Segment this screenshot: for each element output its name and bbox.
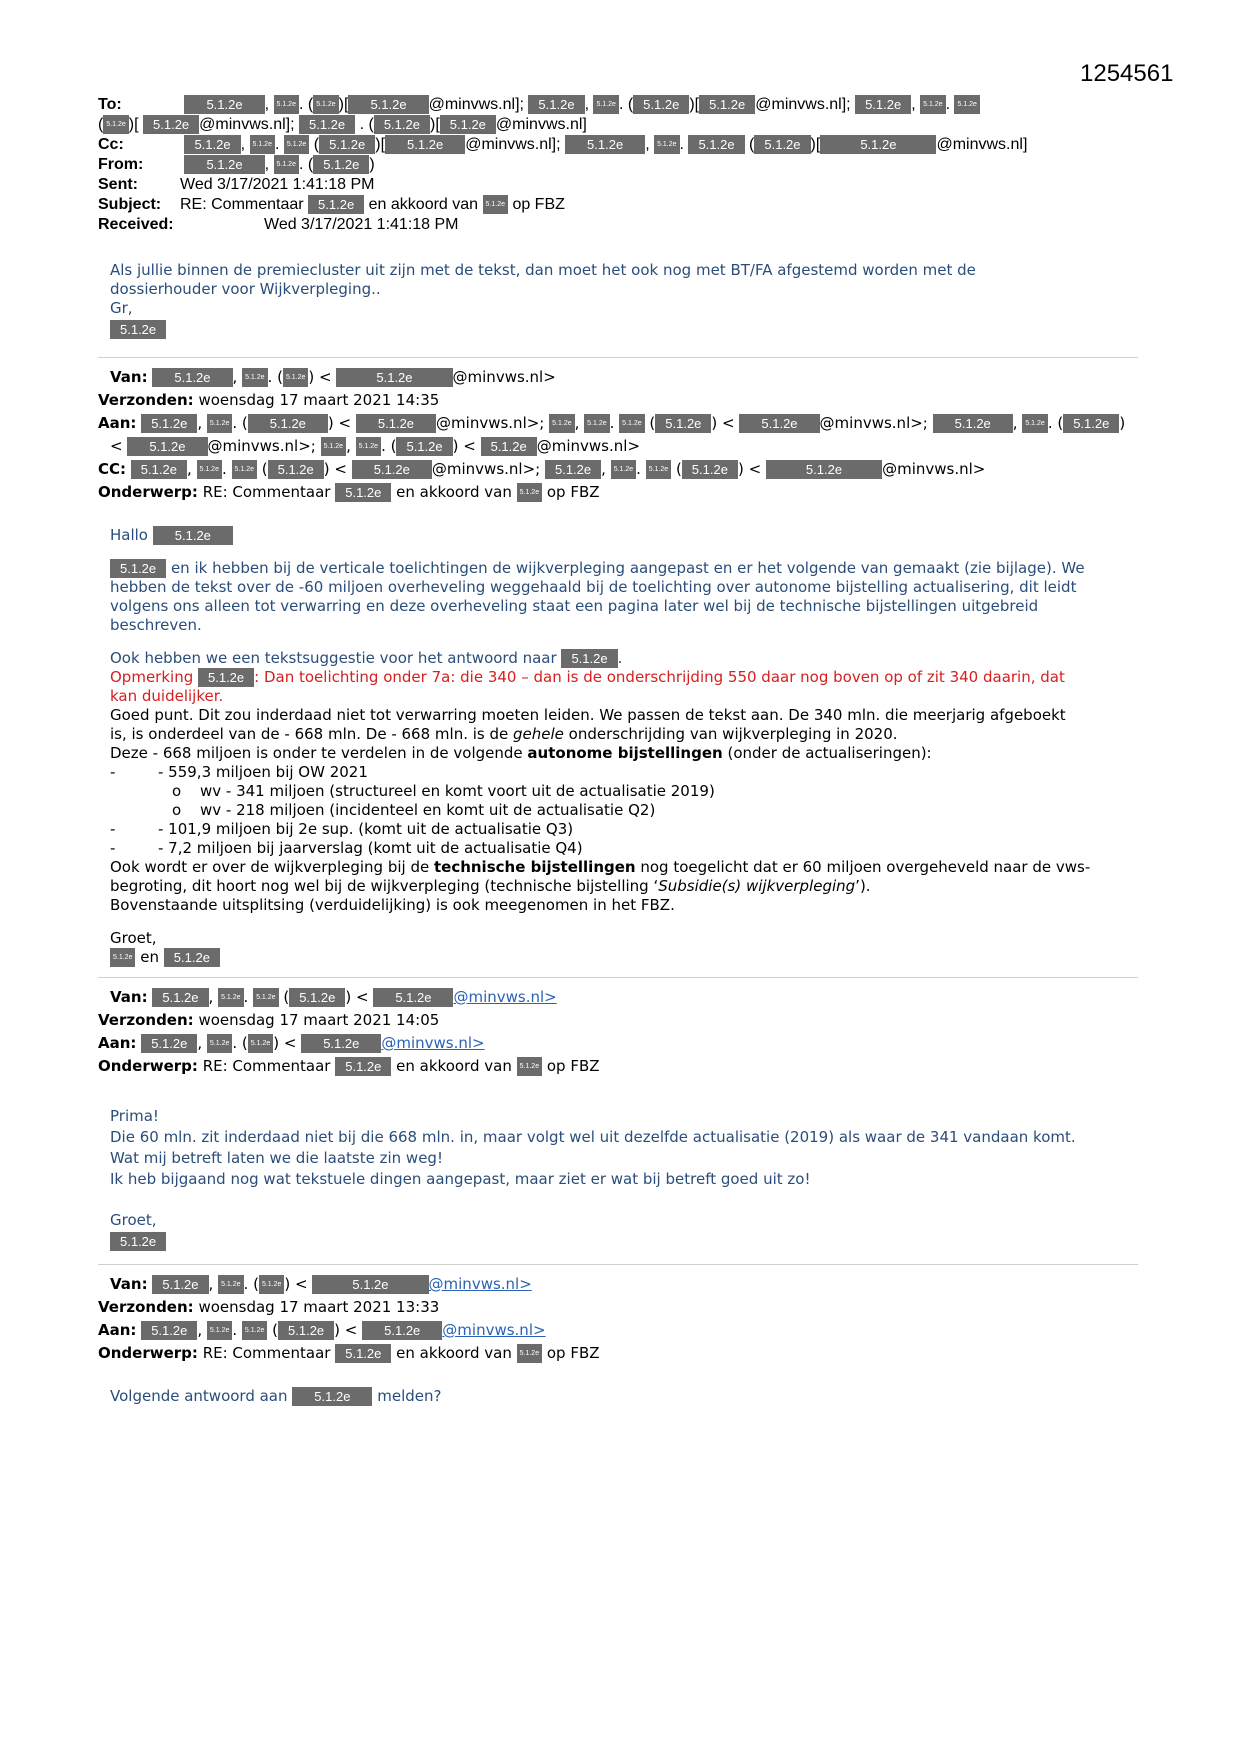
message-text: Volgende antwoord aan	[110, 1387, 288, 1405]
document-number: 1254561	[1080, 60, 1174, 87]
subject-row	[98, 195, 1148, 215]
redaction: 5.1.2e	[739, 414, 819, 433]
message-2-body: Hallo 5.1.2e 5.1.2e en ik hebben bij de verticale toelichtingen de wijkverpleging aangepast en er het volgende van gemaakt (zie bijlage). We hebben de tekst over de -60 miljoen overheveling weggehaald bij de toelichting over autonome bijstelling actualisering, dit leidt volgens ons alleen tot verwarring en deze overheveling staat een pagina later wel bij de technische bijstellingen uitgebreid beschreven. Ook hebben we een tekstsuggestie voor het antwoord naar 5.1.2e . Opmerking 5.1.2e : Dan toelichting onder 7a: die 340 – dan is de onderschrijding 550 daar nog boven op of zit 340 daarin, dat kan duidelijker.	[98, 526, 1148, 706]
email-address: @minvws.nl>	[452, 368, 556, 386]
from-label: From:	[98, 156, 144, 173]
redaction: 5.1.2e	[352, 460, 432, 479]
redaction: 5.1.2e	[517, 483, 542, 502]
aan-label: Aan:	[98, 414, 137, 432]
separator	[98, 1264, 1138, 1265]
redaction: 5.1.2e	[336, 368, 452, 387]
subject-text: en akkoord van	[396, 483, 512, 501]
cc-label: CC:	[98, 460, 127, 478]
redaction: 5.1.2e	[545, 460, 601, 479]
sent-value: Wed 3/17/2021 1:41:18 PM	[180, 176, 375, 193]
verzonden-label: Verzonden:	[98, 1011, 194, 1029]
redaction: 5.1.2e	[141, 414, 197, 433]
redaction: 5.1.2e	[284, 135, 309, 154]
answer-text: Goed punt. Dit zou inderdaad niet tot verwarring moeten leiden. We passen de tekst aan. De 340 mln. die meerjarig afgeboekt	[110, 706, 1066, 724]
redaction: 5.1.2e	[356, 437, 381, 456]
answer-text: Ook wordt er over de wijkverpleging bij de	[110, 858, 434, 876]
redaction: 5.1.2e	[141, 1321, 197, 1340]
list-item-text: wv - 341 miljoen (structureel en komt voort uit de actualisatie 2019)	[200, 782, 715, 800]
redaction: 5.1.2e	[396, 437, 452, 456]
redaction: 5.1.2e	[184, 155, 264, 174]
remark-text: kan duidelijker.	[110, 687, 224, 705]
received-label: Received:	[98, 216, 174, 233]
received-value: Wed 3/17/2021 1:41:18 PM	[264, 216, 459, 233]
to-row-continued: ( 5.1.2e )[ 5.1.2e @minvws.nl]; 5.1.2e . ( 5.1.2e )[ 5.1.2e @minvws.nl]	[98, 116, 587, 133]
redaction: 5.1.2e	[766, 460, 882, 479]
message-1-body	[98, 261, 1148, 339]
message-text: volgens ons alleen tot verwarring en deze overheveling staat een pagina later wel bij de technische bijstellingen uitgebreid	[110, 597, 1039, 615]
redaction: 5.1.2e	[855, 95, 911, 114]
redaction: 5.1.2e	[292, 1387, 372, 1406]
to-email: @minvws.nl];	[755, 96, 851, 113]
redaction: 5.1.2e	[184, 95, 264, 114]
message-2-answer	[98, 706, 1148, 967]
sent-date: woensdag 17 maart 2021 14:35	[198, 391, 440, 409]
redaction: 5.1.2e	[248, 414, 328, 433]
answer-text: Deze - 668 miljoen is onder te verdelen in de volgende	[110, 744, 528, 762]
subject-text: en akkoord van	[396, 1344, 512, 1362]
redaction: 5.1.2e	[319, 135, 375, 154]
email-address: @minvws.nl>	[536, 437, 641, 455]
message-greeting: Gr,	[110, 299, 133, 317]
subject-text: en akkoord van	[396, 1057, 512, 1075]
answer-text: is, is onderdeel van de - 668 mln. De - 668 mln. is de	[110, 725, 514, 743]
redaction: 5.1.2e	[335, 483, 391, 502]
message-4-body	[98, 1387, 1148, 1406]
redaction: 5.1.2e	[954, 95, 979, 114]
redaction: 5.1.2e	[301, 1034, 381, 1053]
onderwerp-label: Onderwerp:	[98, 1344, 198, 1362]
redaction: 5.1.2e	[127, 437, 207, 456]
redaction: 5.1.2e	[933, 414, 1013, 433]
subject-text: RE: Commentaar	[202, 1344, 331, 1362]
list-item-text: wv - 218 miljoen (incidenteel en komt uit de actualisatie Q2)	[200, 801, 656, 819]
and-text: en	[140, 948, 159, 966]
message-2-meta-rows: Verzonden: woensdag 17 maart 2021 14:35 Aan: 5.1.2e , 5.1.2e . ( 5.1.2e ) < 5.1.2e @minvws.nl>; 5.1.2e , 5.1.2e . 5.1.2e ( 5.1.2e ) < 5.1.2e @minvws.nl>; 5.1.2e , 5.1.2e . ( 5.1.2e ) < 5.1.2e @minvws.nl>; 5.1.2e , 5.1.2e . ( 5.1.2e ) < 5.1.2e @minvws.nl> CC: 5.1.2e , 5.1.2e . 5.1.2e ( 5.1.2e ) < 5.1.2e @minvws.nl>; 5.1.2e , 5.1.2e . 5.1.2e ( 5.1.2e ) < 5.1.2e @minvws.nl> Onderwerp: RE: Commentaar 5.1.2e en akkoord van 5.1.2e op FBZ	[98, 391, 1126, 501]
redaction: 5.1.2e	[242, 1321, 267, 1340]
redaction: 5.1.2e	[152, 368, 232, 387]
redaction: 5.1.2e	[141, 1034, 197, 1053]
message-text: Als jullie binnen de premiecluster uit zijn met de tekst, dan moet het ook nog met BT/FA afgestemd worden met de	[110, 261, 976, 279]
email-address: @minvws.nl>	[882, 460, 986, 478]
redaction: 5.1.2e	[143, 115, 199, 134]
separator	[98, 357, 1138, 358]
redaction: 5.1.2e	[481, 437, 537, 456]
remark-label: Opmerking	[110, 668, 194, 686]
redaction: 5.1.2e	[633, 95, 689, 114]
redaction: 5.1.2e	[1063, 414, 1119, 433]
breakdown-list	[110, 763, 1148, 858]
verzonden-label: Verzonden:	[98, 391, 194, 409]
email-address: @minvws.nl>;	[819, 414, 928, 432]
message-3-meta: Van: 5.1.2e , 5.1.2e . 5.1.2e ( 5.1.2e ) < 5.1.2e @minvws.nl> Verzonden: woensdag 17 maart 2021 14:05 Aan: 5.1.2e , 5.1.2e . ( 5.1.2e ) < 5.1.2e @minvws.nl> Onderwerp: RE: Commentaar 5.1.2e en akkoord van 5.1.2e op FBZ	[98, 988, 600, 1075]
redaction: 5.1.2e	[385, 135, 465, 154]
message-text: dossierhouder voor Wijkverpleging..	[110, 280, 381, 298]
redaction: 5.1.2e	[299, 115, 355, 134]
answer-emphasis: gehele	[513, 725, 564, 743]
sent-date: woensdag 17 maart 2021 13:33	[198, 1298, 440, 1316]
redaction: 5.1.2e	[274, 95, 299, 114]
redaction: 5.1.2e	[321, 437, 346, 456]
redaction: 5.1.2e	[259, 1275, 284, 1294]
message-3-body	[98, 1106, 1148, 1252]
cc-label: Cc:	[98, 136, 124, 153]
redaction: 5.1.2e	[483, 195, 508, 214]
answer-strong: technische bijstellingen	[433, 858, 636, 876]
redaction: 5.1.2e	[593, 95, 618, 114]
verzonden-label: Verzonden:	[98, 1298, 194, 1316]
email-link[interactable]: @minvws.nl>	[453, 988, 557, 1006]
redaction: 5.1.2e	[248, 1034, 273, 1053]
redaction: 5.1.2e	[197, 460, 222, 479]
email-document	[98, 95, 1148, 1406]
message-text: Ik heb bijgaand nog wat tekstuele dingen aangepast, maar ziet er wat bij betreft goed uit zo!	[110, 1170, 811, 1188]
redaction: 5.1.2e	[654, 135, 679, 154]
email-address: @minvws.nl>;	[436, 414, 545, 432]
message-text: Ook hebben we een tekstsuggestie voor het antwoord naar	[110, 649, 557, 667]
subject-text: en akkoord van	[368, 196, 479, 213]
redaction: 5.1.2e	[232, 460, 257, 479]
sent-row	[98, 175, 1148, 195]
list-item: - - 559,3 miljoen bij OW 2021	[110, 763, 368, 781]
redaction: 5.1.2e	[549, 414, 574, 433]
redaction: 5.1.2e	[289, 988, 345, 1007]
list-item: - - 7,2 miljoen bij jaarverslag (komt uit de actualisatie Q4)	[110, 839, 583, 857]
van-label: Van:	[110, 1275, 148, 1293]
redaction: 5.1.2e	[820, 135, 936, 154]
onderwerp-label: Onderwerp:	[98, 1057, 198, 1075]
redaction: 5.1.2e	[619, 414, 644, 433]
redaction: 5.1.2e	[565, 135, 645, 154]
redaction: 5.1.2e	[152, 1275, 208, 1294]
message-text: en ik hebben bij de verticale toelichtingen de wijkverpleging aangepast en er het volgende van gemaakt (zie bijlage). We	[170, 559, 1085, 577]
message-text: hebben de tekst over de -60 miljoen overheveling weggehaald bij de toelichting over autonome bijstelling actualisering, dit leidt	[110, 578, 1077, 596]
redaction: 5.1.2e	[274, 155, 299, 174]
message-text: Prima!	[110, 1107, 159, 1125]
answer-emphasis: Subsidie(s) wijkverpleging	[658, 877, 856, 895]
list-item-text: - 7,2 miljoen bij jaarverslag (komt uit de actualisatie Q4)	[158, 839, 583, 857]
email-address: @minvws.nl>;	[431, 460, 541, 478]
subject-text: op FBZ	[546, 483, 600, 501]
redaction: 5.1.2e	[207, 1321, 232, 1340]
redaction: 5.1.2e	[373, 988, 453, 1007]
from-row: From: 5.1.2e , 5.1.2e . ( 5.1.2e )	[98, 156, 375, 173]
list-item: - - 101,9 miljoen bij 2e sup. (komt uit de actualisatie Q3)	[110, 820, 574, 838]
redaction: 5.1.2e	[528, 95, 584, 114]
redaction: 5.1.2e	[348, 95, 428, 114]
cc-email: @minvws.nl]	[936, 136, 1028, 153]
redaction: 5.1.2e	[313, 95, 338, 114]
separator	[98, 977, 1138, 978]
subject-text: RE: Commentaar	[202, 483, 331, 501]
redaction: 5.1.2e	[153, 526, 233, 545]
to-email: @minvws.nl];	[428, 96, 524, 113]
van-label: Van:	[110, 368, 148, 386]
redaction: 5.1.2e	[103, 115, 128, 134]
message-text: Die 60 mln. zit inderdaad niet bij die 668 mln. in, maar volgt wel uit dezelfde actualisatie (2019) als waar de 341 vandaan komt.	[110, 1128, 1076, 1146]
redaction: 5.1.2e	[207, 1034, 232, 1053]
onderwerp-label: Onderwerp:	[98, 483, 198, 501]
redaction: 5.1.2e	[110, 948, 135, 967]
sent-date: woensdag 17 maart 2021 14:05	[198, 1011, 440, 1029]
message-text: melden?	[377, 1387, 442, 1405]
cc-email: @minvws.nl];	[465, 136, 561, 153]
redaction: 5.1.2e	[682, 460, 738, 479]
email-header	[98, 95, 1148, 235]
redaction: 5.1.2e	[184, 135, 240, 154]
redaction: 5.1.2e	[561, 649, 617, 668]
received-row	[98, 215, 1148, 235]
email-link[interactable]: @minvws.nl>	[381, 1034, 485, 1052]
sent-label: Sent:	[98, 176, 138, 193]
redaction: 5.1.2e	[335, 1057, 391, 1076]
redaction: 5.1.2e	[517, 1344, 542, 1363]
redaction: 5.1.2e	[198, 668, 254, 687]
redaction: 5.1.2e	[250, 135, 275, 154]
aan-label: Aan:	[98, 1034, 137, 1052]
redaction: 5.1.2e	[207, 414, 232, 433]
redaction: 5.1.2e	[313, 155, 369, 174]
redaction: 5.1.2e	[335, 1344, 391, 1363]
list-subitem: o wv - 218 miljoen (incidenteel en komt uit de actualisatie Q2)	[172, 801, 656, 819]
message-2-meta: Van: 5.1.2e , 5.1.2e . ( 5.1.2e ) < 5.1.2e @minvws.nl>	[110, 368, 556, 386]
redaction: 5.1.2e	[754, 135, 810, 154]
redaction: 5.1.2e	[655, 414, 711, 433]
redaction: 5.1.2e	[646, 460, 671, 479]
redaction: 5.1.2e	[356, 414, 436, 433]
signature-redaction: 5.1.2e	[110, 1232, 166, 1251]
message-text: Wat mij betreft laten we die laatste zin weg!	[110, 1149, 443, 1167]
redaction: 5.1.2e	[278, 1321, 334, 1340]
redaction: 5.1.2e	[283, 368, 308, 387]
regards-text: Groet,	[110, 1211, 157, 1229]
to-email: @minvws.nl];	[199, 116, 295, 133]
subject-label: Subject:	[98, 196, 162, 213]
redaction: 5.1.2e	[110, 559, 166, 578]
subject-text: RE: Commentaar	[180, 196, 304, 213]
redaction: 5.1.2e	[611, 460, 636, 479]
signature-redaction: 5.1.2e	[110, 320, 166, 339]
redaction: 5.1.2e	[517, 1057, 542, 1076]
regards-text: Groet,	[110, 929, 157, 947]
subject-text: op FBZ	[546, 1344, 600, 1362]
redaction: 5.1.2e	[374, 115, 430, 134]
redaction: 5.1.2e	[253, 988, 278, 1007]
hello-text: Hallo	[110, 526, 148, 544]
subject-text: op FBZ	[546, 1057, 600, 1075]
aan-label: Aan:	[98, 1321, 137, 1339]
redaction: 5.1.2e	[242, 368, 267, 387]
email-link[interactable]: @minvws.nl>	[428, 1275, 532, 1293]
email-link[interactable]: @minvws.nl>	[442, 1321, 546, 1339]
answer-text: onderschrijding van wijkverpleging in 2020.	[563, 725, 898, 743]
redaction: 5.1.2e	[699, 95, 755, 114]
van-label: Van:	[110, 988, 148, 1006]
answer-strong: autonome bijstellingen	[527, 744, 723, 762]
answer-text: Bovenstaande uitsplitsing (verduidelijking) is ook meegenomen in het FBZ.	[110, 896, 675, 914]
answer-text: begroting, dit hoort nog wel bij de wijkverpleging (technische bijstelling ‘	[110, 877, 659, 895]
redaction: 5.1.2e	[1022, 414, 1047, 433]
to-row: To: 5.1.2e , 5.1.2e . ( 5.1.2e )[ 5.1.2e @minvws.nl]; 5.1.2e , 5.1.2e . ( 5.1.2e )[ 5.1.2e @minvws.nl]; 5.1.2e , 5.1.2e . 5.1.2e	[98, 95, 1148, 115]
answer-text: (onder de actualiseringen):	[722, 744, 932, 762]
to-label: To:	[98, 96, 122, 113]
redaction: 5.1.2e	[152, 988, 208, 1007]
message-text: beschreven.	[110, 616, 202, 634]
subject-text: op FBZ	[512, 196, 565, 213]
redaction: 5.1.2e	[164, 948, 220, 967]
redaction: 5.1.2e	[308, 195, 364, 214]
answer-text: ’).	[855, 877, 871, 895]
email-address: @minvws.nl>;	[207, 437, 316, 455]
remark-text: : Dan toelichting onder 7a: die 340 – dan is de onderschrijding 550 daar nog boven op of zit 340 daarin, dat	[254, 668, 1065, 686]
redaction: 5.1.2e	[268, 460, 324, 479]
redaction: 5.1.2e	[312, 1275, 428, 1294]
cc-row: Cc: 5.1.2e , 5.1.2e . 5.1.2e ( 5.1.2e )[ 5.1.2e @minvws.nl]; 5.1.2e , 5.1.2e . 5.1.2e ( 5.1.2e )[ 5.1.2e @minvws.nl]	[98, 136, 1028, 153]
list-subitem: o wv - 341 miljoen (structureel en komt voort uit de actualisatie 2019)	[172, 782, 715, 800]
message-4-meta: Van: 5.1.2e , 5.1.2e . ( 5.1.2e ) < 5.1.2e @minvws.nl> Verzonden: woensdag 17 maart 2021 13:33 Aan: 5.1.2e , 5.1.2e . 5.1.2e ( 5.1.2e ) < 5.1.2e @minvws.nl> Onderwerp: RE: Commentaar 5.1.2e en akkoord van 5.1.2e op FBZ	[98, 1275, 600, 1362]
to-email: @minvws.nl]	[495, 116, 587, 133]
list-item-text: - 101,9 miljoen bij 2e sup. (komt uit de actualisatie Q3)	[158, 820, 574, 838]
redaction: 5.1.2e	[131, 460, 187, 479]
subject-text: RE: Commentaar	[202, 1057, 331, 1075]
redaction: 5.1.2e	[218, 1275, 243, 1294]
answer-text: nog toegelicht dat er 60 miljoen overgeheveld naar de vws-	[635, 858, 1091, 876]
redaction: 5.1.2e	[584, 414, 609, 433]
redaction: 5.1.2e	[920, 95, 945, 114]
list-item-text: - 559,3 miljoen bij OW 2021	[158, 763, 368, 781]
redaction: 5.1.2e	[218, 988, 243, 1007]
redaction: 5.1.2e	[440, 115, 496, 134]
redaction: 5.1.2e	[362, 1321, 442, 1340]
redaction: 5.1.2e	[688, 135, 744, 154]
